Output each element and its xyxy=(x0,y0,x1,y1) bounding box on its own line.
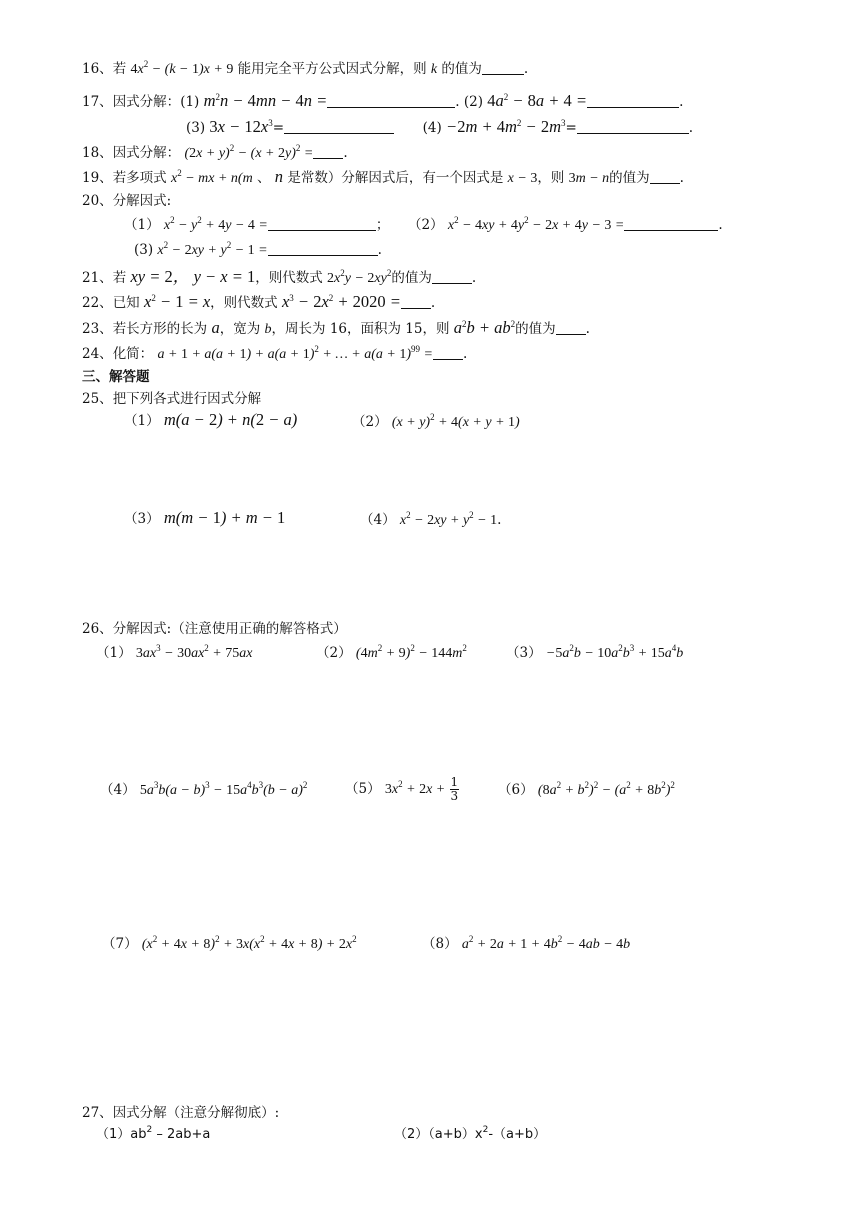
math-expr: $-2m + 4m^2 - 2m^3$ xyxy=(446,117,566,136)
answer-blank[interactable] xyxy=(268,217,376,231)
math-expr: m(m − 1) + m − 1 xyxy=(163,508,286,527)
question-26-row3: （7） $(x^2 + 4x + 8)^2 + 3x(x^2 + 4x + 8) + 2x^2$ xyxy=(102,934,357,952)
question-23: 23、若长方形的长为 a，宽为 b，周长为 16，面积为 15，则 $a^2b + ab^2$的值为 . xyxy=(82,318,590,337)
math-expr: $(4m^2 + 9)^2 - 144m^2$ xyxy=(355,643,467,661)
math-expr: $x^2 - 4xy + 4y^2 - 2x + 4y - 3$ = xyxy=(447,215,625,233)
math-expr: $3x - 12x^3$ xyxy=(209,117,273,136)
math-expr: $a^2 + 2a + 1 + 4b^2 - 4ab - 4b$ xyxy=(461,934,631,952)
math-expr: $(x^2 + 4x + 8)^2 + 3x(x^2 + 4x + 8) + 2x^2$ xyxy=(141,934,357,952)
fraction: $\frac{1}{3}$ xyxy=(450,775,459,803)
math-expr: $x^2$ − mx + n(m xyxy=(170,168,253,186)
question-25-row1b: （2） $(x + y)^2 + 4(x + y + 1)$ xyxy=(352,412,520,430)
answer-blank[interactable] xyxy=(401,295,431,309)
math-expr: $4a^2 - 8a + 4$ = xyxy=(487,91,588,110)
math-expr: $a^2b + ab^2$ xyxy=(453,318,516,337)
math-expr: $(x + y)^2 + 4(x + y + 1)$ xyxy=(391,412,520,430)
answer-blank[interactable] xyxy=(313,145,343,159)
question-26-row3b: （8） $a^2 + 2a + 1 + 4b^2 - 4ab - 4b$ xyxy=(422,934,631,952)
question-26: 26、分解因式:（注意使用正确的解答格式） xyxy=(82,621,347,637)
math-expr: $3ax^3 - 30ax^2 + 75ax$ xyxy=(135,643,253,661)
math-expr: m(a − 2) + n(2 − a) xyxy=(163,410,298,429)
math-expr: $x^2 - 1 = x$ xyxy=(143,292,211,311)
question-20-row1: （1） $x^2 - y^2 + 4y - 4$ = ； （2） $x^2 - 4xy + 4y^2 - 2x + 4y - 3$ = . xyxy=(124,215,723,233)
math-expr: $5a^3b(a - b)^3 - 15a^4b^3(b - a)^2$ xyxy=(139,780,308,798)
question-25-row1: （1） m(a − 2) + n(2 − a) xyxy=(124,410,298,429)
answer-blank[interactable] xyxy=(556,321,586,335)
question-27-row1: $(1)ab^2 - 2ab+a$ xyxy=(96,1125,211,1142)
math-expr: $-5a^2b - 10a^2b^3 + 15a^4b$ xyxy=(545,643,684,661)
question-17: 17、因式分解：(1) $m^2n - 4mn - 4n$ = . (2) $4a^2 - 8a + 4$ = . xyxy=(82,91,684,110)
answer-blank[interactable] xyxy=(327,94,455,108)
answer-blank[interactable] xyxy=(268,242,378,256)
math-expr: $(8a^2 + b^2)^2 - (a^2 + 8b^2)^2$ xyxy=(537,780,675,798)
answer-blank[interactable] xyxy=(284,120,394,134)
answer-blank[interactable] xyxy=(482,61,524,75)
question-21: 21、若 xy = 2， y − x = 1，则代数式 $2x^2y - 2xy^2$的值为 . xyxy=(82,267,477,286)
math-expr: $3x^2 + 2x$ + xyxy=(384,779,446,797)
question-27-row1b: $(2)(a+b)x^2-(a+b)$ xyxy=(394,1125,547,1142)
answer-blank[interactable] xyxy=(433,346,463,360)
question-18: 18、因式分解： $(2x + y)^2 - (x + 2y)^2$ = . xyxy=(82,143,348,161)
math-expr: $a + 1 + a(a + 1) + a(a + 1)^2$ + … + $a(a + 1)^{99}$ = xyxy=(157,344,433,362)
math-expr: $x^2 - 2xy + y^2 - 1$ = xyxy=(157,240,268,258)
question-25-row2: （3） m(m − 1) + m − 1 xyxy=(124,508,286,527)
question-26-row2c: （6） $(8a^2 + b^2)^2 - (a^2 + 8b^2)^2$ xyxy=(498,780,675,798)
math-expr: $x^2 - y^2 + 4y - 4$ = xyxy=(163,215,268,233)
question-26-row2: （4） $5a^3b(a - b)^3 - 15a^4b^3(b - a)^2$ xyxy=(100,780,308,798)
question-20: 20、分解因式: xyxy=(82,193,172,209)
math-expr: $4x^2 - (k - 1)x + 9$ xyxy=(130,59,234,77)
question-17-row2: (3) $3x - 12x^3= (4) -2m + 4m^2 - 2m^3=$ . xyxy=(186,117,694,136)
question-26-row1b: （2） $(4m^2 + 9)^2 - 144m^2$ xyxy=(316,643,467,661)
answer-blank[interactable] xyxy=(587,94,679,108)
question-26-row1c: $(3) -5a^2b - 10a^2b^3 + 15a^4b$ xyxy=(506,643,684,661)
question-26-row1: （1） $3ax^3 - 30ax^2 + 75ax$ xyxy=(96,643,253,661)
question-27: 27、因式分解（注意分解彻底）: xyxy=(82,1105,280,1121)
question-19: 19、若多项式 $x^2$ − mx + n(m 、 n 是常数）分解因式后，有一个因式是 x − 3，则 3m − n的值为 . xyxy=(82,167,684,186)
question-24: 24、化简： $a + 1 + a(a + 1) + a(a + 1)^2$ + … + $a(a + 1)^{99}$ = . xyxy=(82,344,468,362)
math-expr: xy = 2， xyxy=(130,267,190,286)
question-26-row2b: （5） $3x^2 + 2x$ + $\frac{1}{3}$ xyxy=(345,775,459,803)
question-20-row2: (3) $x^2 - 2xy + y^2 - 1$ = . xyxy=(134,240,382,258)
math-expr: $m^2n - 4mn - 4n$ = xyxy=(203,91,328,110)
answer-blank[interactable] xyxy=(432,270,472,284)
question-25-row2b: （4） $x^2 - 2xy + y^2 - 1$. xyxy=(360,510,502,528)
answer-blank[interactable] xyxy=(624,217,718,231)
answer-blank[interactable] xyxy=(650,170,680,184)
question-25: 25、把下列各式进行因式分解 xyxy=(82,391,262,407)
math-expr: $(2x + y)^2 - (x + 2y)^2$ = xyxy=(184,143,314,161)
question-22: 22、已知 $x^2 - 1 = x$，则代数式 $x^3 - 2x^2 + 2020$ = . xyxy=(82,292,436,311)
section-title: 三、解答题 xyxy=(82,369,150,385)
question-16: 16、若 $4x^2 - (k - 1)x + 9$ 能用完全平方公式因式分解，则 k 的值为 . xyxy=(82,59,529,77)
answer-blank[interactable] xyxy=(577,120,689,134)
math-expr: $x^2 - 2xy + y^2 - 1$ xyxy=(399,510,498,528)
